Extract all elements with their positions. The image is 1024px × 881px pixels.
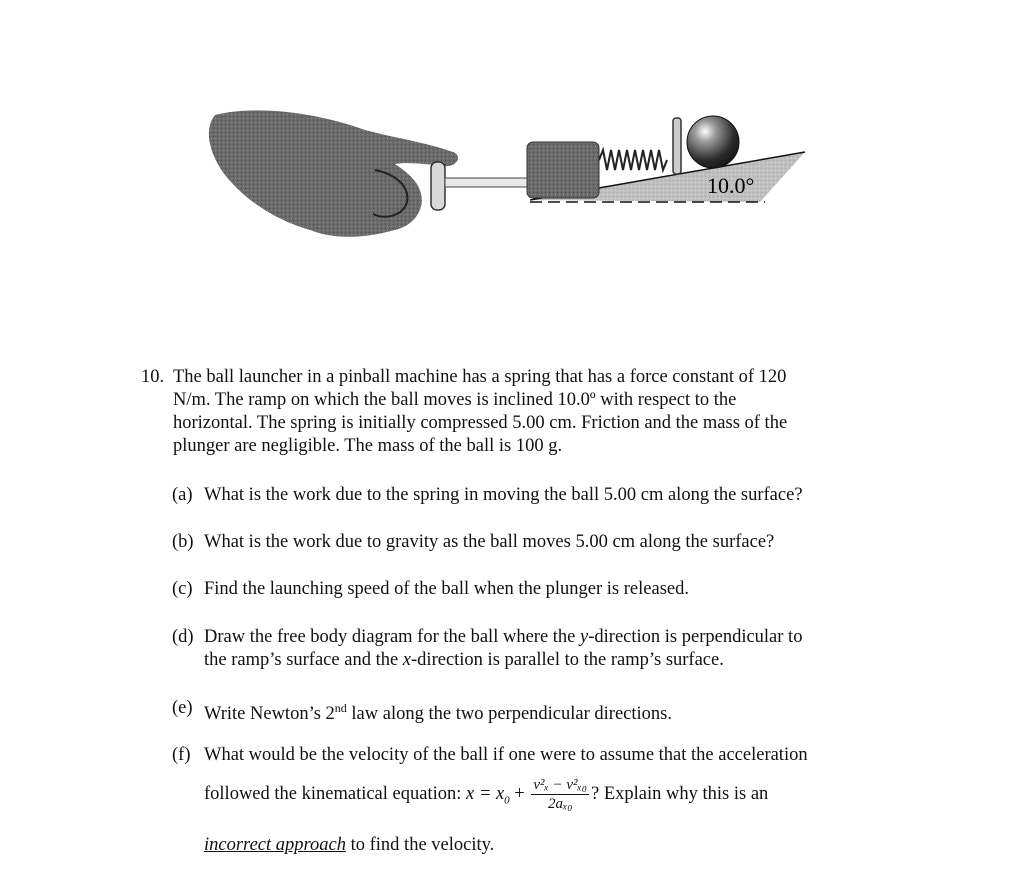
incorrect-approach-text: incorrect approach bbox=[204, 835, 346, 855]
part-f-line-3 bbox=[204, 834, 494, 857]
y-variable: y bbox=[580, 627, 589, 647]
hand-shape bbox=[209, 110, 458, 236]
ordinal-superscript: nd bbox=[334, 701, 347, 715]
pinball-ball bbox=[687, 116, 739, 168]
problem-line-2: N/m. The ramp on which the ball moves is inclined 10.0º with respect to the bbox=[173, 390, 737, 410]
part-c-text: Find the launching speed of the ball when the plunger is released. bbox=[204, 579, 689, 599]
plunger-rod bbox=[445, 178, 530, 187]
spring-coil bbox=[599, 150, 667, 170]
launcher-barrel bbox=[527, 142, 599, 198]
problem-line-4: plunger are negligible. The mass of the ball is 100 g. bbox=[173, 436, 563, 456]
part-d-line1-post: -direction is perpendicular to bbox=[588, 627, 803, 647]
pinball-launcher-figure bbox=[195, 90, 815, 260]
part-e-pre: Write Newton’s 2 bbox=[204, 704, 335, 724]
angle-label: 10.0° bbox=[707, 173, 755, 198]
part-e-text bbox=[204, 697, 672, 726]
fraction-numerator: v²ₓ − v²ₓ₀ bbox=[533, 777, 588, 794]
fraction-denominator: 2aₓ₀ bbox=[547, 796, 573, 813]
equation-lhs: x = x bbox=[466, 784, 505, 804]
kinematic-fraction bbox=[531, 776, 589, 813]
part-d-line1-pre: Draw the free body diagram for the ball where the bbox=[204, 627, 581, 647]
part-d-text bbox=[204, 626, 802, 672]
part-f-line-1: What would be the velocity of the ball if one were to assume that the acceleration bbox=[204, 745, 808, 765]
part-d-line2-post: -direction is parallel to the ramp’s surface. bbox=[411, 650, 724, 670]
part-e-label: (e) bbox=[172, 698, 193, 718]
x-variable: x bbox=[402, 650, 412, 670]
plunger-knob bbox=[431, 162, 445, 210]
part-f-line2-post: ? Explain why this is an bbox=[591, 784, 769, 804]
part-f-line3-post: to find the velocity. bbox=[345, 835, 495, 855]
part-e-post: law along the two perpendicular directions. bbox=[346, 704, 672, 724]
part-b-label: (b) bbox=[172, 532, 194, 552]
problem-line-1: The ball launcher in a pinball machine has a spring that has a force constant of 120 bbox=[173, 367, 787, 387]
part-f-line2-pre: followed the kinematical equation: bbox=[204, 784, 466, 804]
part-d-line2-pre: the ramp’s surface and the bbox=[204, 650, 403, 670]
problem-statement bbox=[173, 366, 893, 458]
part-f-line-2 bbox=[204, 772, 768, 820]
part-d-label: (d) bbox=[172, 627, 194, 647]
part-a-text: What is the work due to the spring in moving the ball 5.00 cm along the surface? bbox=[204, 485, 803, 505]
part-f-label: (f) bbox=[172, 745, 191, 765]
part-a-label: (a) bbox=[172, 485, 193, 505]
problem-number: 10. bbox=[141, 367, 165, 387]
plunger-plate bbox=[673, 118, 681, 174]
problem-line-3: horizontal. The spring is initially compressed 5.00 cm. Friction and the mass of the bbox=[173, 413, 788, 433]
part-c-label: (c) bbox=[172, 579, 193, 599]
part-b-text: What is the work due to gravity as the ball moves 5.00 cm along the surface? bbox=[204, 532, 775, 552]
equation-plus: + bbox=[509, 784, 530, 804]
equation-subscript: 0 bbox=[504, 794, 510, 807]
